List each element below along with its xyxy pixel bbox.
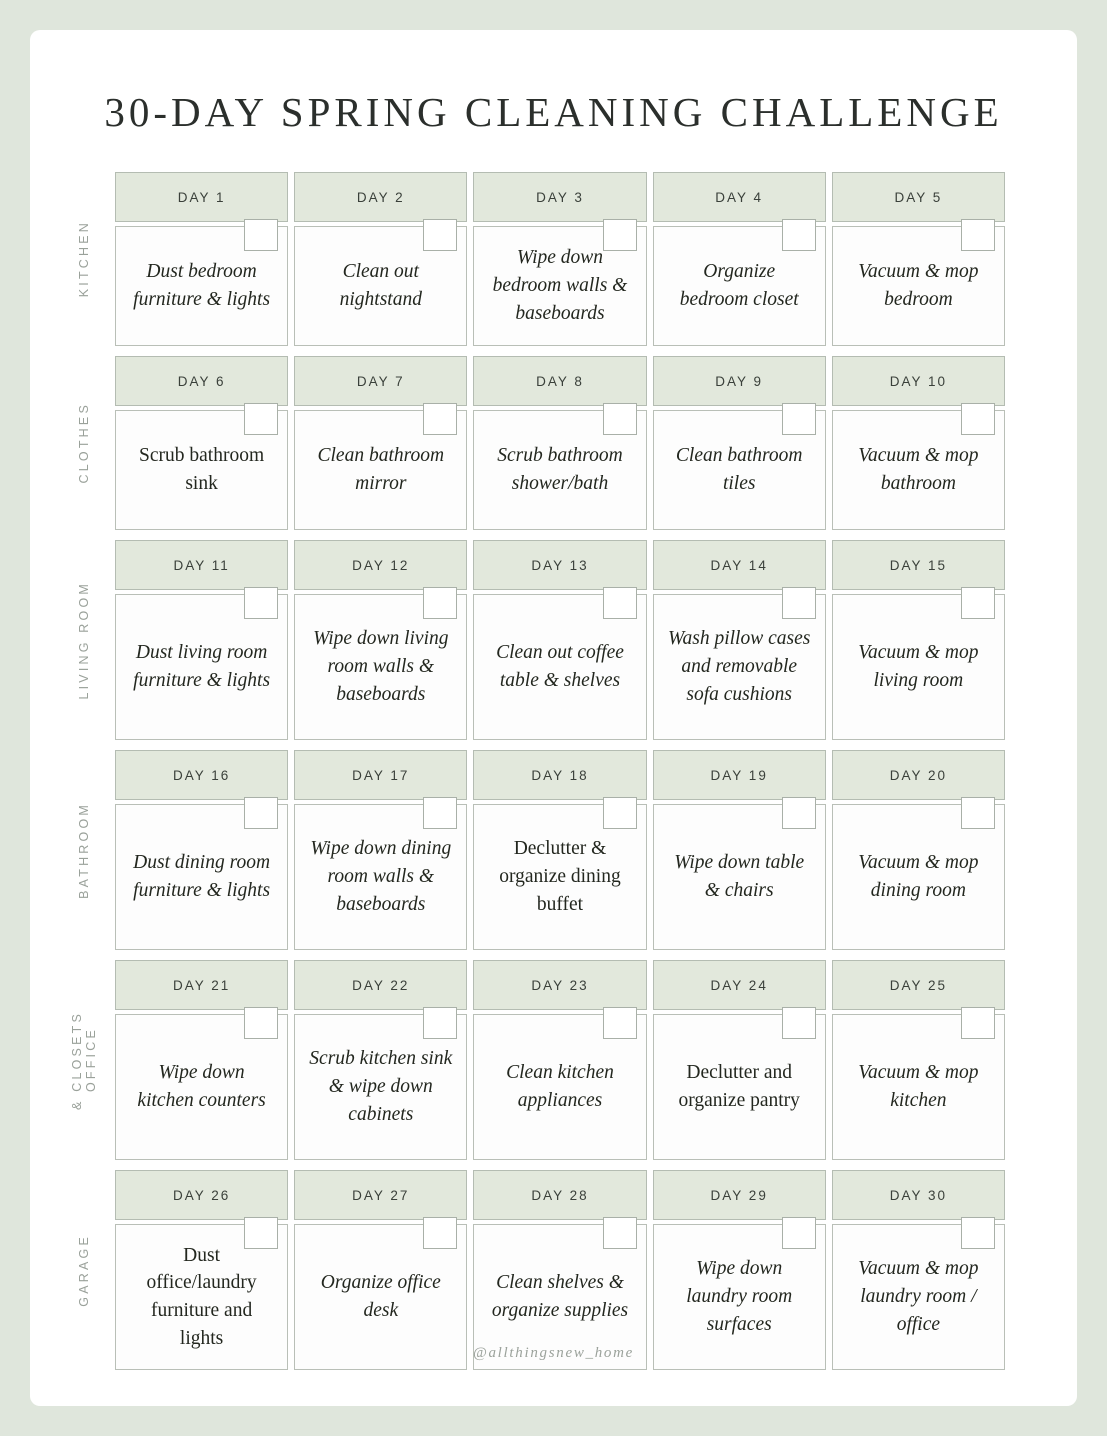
task-text: Scrub bathroom sink	[139, 445, 265, 494]
day-header-row	[115, 960, 1005, 1010]
day-header-cell: DAY 28	[473, 1170, 646, 1220]
poster-page	[30, 30, 1077, 1406]
task-cell	[115, 226, 288, 346]
task-text: Wipe down dining room walls & baseboards	[310, 838, 452, 915]
task-checkbox[interactable]	[423, 219, 457, 251]
task-cell	[473, 804, 646, 950]
task-checkbox[interactable]	[782, 797, 816, 829]
task-checkbox[interactable]	[603, 1217, 637, 1249]
task-text: Vacuum & mop dining room	[858, 852, 979, 901]
day-header-cell: DAY 13	[473, 540, 646, 590]
task-checkbox[interactable]	[244, 1217, 278, 1249]
task-text: Declutter & organize dining buffet	[499, 838, 621, 915]
task-checkbox[interactable]	[244, 1007, 278, 1039]
task-checkbox[interactable]	[244, 797, 278, 829]
day-header-cell: DAY 18	[473, 750, 646, 800]
task-checkbox[interactable]	[961, 797, 995, 829]
task-checkbox[interactable]	[423, 587, 457, 619]
day-header-cell: DAY 10	[832, 356, 1005, 406]
task-checkbox[interactable]	[782, 1007, 816, 1039]
task-cell	[653, 1014, 826, 1160]
task-checkbox[interactable]	[782, 403, 816, 435]
task-cell	[653, 226, 826, 346]
task-cell	[653, 410, 826, 530]
category-label-line: BATHROOM	[76, 801, 91, 899]
task-text: Clean bathroom mirror	[317, 445, 445, 494]
task-cell	[473, 410, 646, 530]
day-header-cell: DAY 2	[294, 172, 467, 222]
task-text: Clean out coffee table & shelves	[496, 642, 624, 691]
task-row	[115, 804, 1005, 950]
task-checkbox[interactable]	[782, 1217, 816, 1249]
task-checkbox[interactable]	[423, 797, 457, 829]
day-header-row	[115, 356, 1005, 406]
task-checkbox[interactable]	[244, 219, 278, 251]
task-cell	[832, 226, 1005, 346]
day-header-cell: DAY 23	[473, 960, 646, 1010]
day-header-cell: DAY 7	[294, 356, 467, 406]
task-text: Wipe down table & chairs	[674, 852, 805, 901]
task-cell	[473, 1014, 646, 1160]
task-checkbox[interactable]	[961, 1217, 995, 1249]
task-text: Vacuum & mop living room	[858, 642, 979, 691]
task-cell	[832, 804, 1005, 950]
task-checkbox[interactable]	[423, 1217, 457, 1249]
task-text: Clean bathroom tiles	[675, 445, 803, 494]
day-header-row	[115, 172, 1005, 222]
category-block	[76, 750, 1005, 950]
task-checkbox[interactable]	[961, 403, 995, 435]
day-header-row	[115, 1170, 1005, 1220]
category-block	[76, 356, 1005, 530]
task-text: Scrub kitchen sink & wipe down cabinets	[309, 1048, 453, 1125]
task-checkbox[interactable]	[961, 587, 995, 619]
category-label	[67, 540, 101, 740]
task-cell	[294, 594, 467, 740]
task-text: Vacuum & mop bedroom	[858, 261, 979, 310]
task-row	[115, 594, 1005, 740]
category-label	[67, 960, 101, 1160]
day-header-cell: DAY 22	[294, 960, 467, 1010]
day-header-cell: DAY 5	[832, 172, 1005, 222]
category-label-line: CLOTHES	[76, 402, 91, 484]
task-text: Wipe down bedroom walls & baseboards	[492, 247, 628, 324]
day-header-cell: DAY 15	[832, 540, 1005, 590]
task-cell	[473, 594, 646, 740]
category-label-line: KITCHEN	[76, 220, 91, 298]
day-header-cell: DAY 4	[653, 172, 826, 222]
task-text: Wipe down kitchen counters	[137, 1062, 266, 1111]
day-header-cell: DAY 14	[653, 540, 826, 590]
task-checkbox[interactable]	[603, 403, 637, 435]
task-cell	[653, 804, 826, 950]
task-cell	[115, 1014, 288, 1160]
task-checkbox[interactable]	[603, 1007, 637, 1039]
task-row	[115, 226, 1005, 346]
day-header-cell: DAY 9	[653, 356, 826, 406]
day-header-cell: DAY 24	[653, 960, 826, 1010]
day-header-cell: DAY 29	[653, 1170, 826, 1220]
task-cell	[294, 226, 467, 346]
task-text: Vacuum & mop bathroom	[858, 445, 979, 494]
day-header-cell: DAY 6	[115, 356, 288, 406]
challenge-grid	[70, 172, 1005, 1380]
task-cell	[832, 594, 1005, 740]
task-checkbox[interactable]	[423, 1007, 457, 1039]
task-cell	[294, 410, 467, 530]
task-row	[115, 410, 1005, 530]
category-label-line: GARAGE	[76, 1233, 91, 1307]
task-cell	[115, 804, 288, 950]
task-row	[115, 1014, 1005, 1160]
task-cell	[294, 1014, 467, 1160]
task-text: Clean out nightstand	[339, 261, 422, 310]
task-cell	[473, 226, 646, 346]
task-text: Wipe down living room walls & baseboards	[313, 628, 449, 705]
day-header-cell: DAY 21	[115, 960, 288, 1010]
task-checkbox[interactable]	[244, 403, 278, 435]
task-checkbox[interactable]	[244, 587, 278, 619]
day-header-cell: DAY 26	[115, 1170, 288, 1220]
category-label	[67, 356, 101, 530]
day-header-cell: DAY 17	[294, 750, 467, 800]
task-text: Wash pillow cases and removable sofa cushions	[668, 628, 811, 705]
task-text: Organize office desk	[320, 1272, 441, 1321]
category-block	[76, 172, 1005, 346]
category-label	[67, 172, 101, 346]
task-checkbox[interactable]	[423, 403, 457, 435]
task-text: Dust bedroom furniture & lights	[133, 261, 271, 310]
task-text: Clean shelves & organize supplies	[491, 1272, 629, 1321]
task-text: Declutter and organize pantry	[678, 1062, 800, 1111]
task-text: Organize bedroom closet	[679, 261, 799, 310]
category-label-line: & CLOSETS	[70, 1010, 84, 1110]
task-checkbox[interactable]	[782, 219, 816, 251]
day-header-cell: DAY 27	[294, 1170, 467, 1220]
task-checkbox[interactable]	[603, 219, 637, 251]
day-header-cell: DAY 30	[832, 1170, 1005, 1220]
day-header-cell: DAY 12	[294, 540, 467, 590]
task-checkbox[interactable]	[961, 1007, 995, 1039]
footer-handle: @allthingsnew_home	[472, 1345, 635, 1361]
task-text: Dust office/laundry furniture and lights	[146, 1244, 257, 1349]
day-header-cell: DAY 8	[473, 356, 646, 406]
category-block	[76, 1170, 1005, 1370]
task-cell	[832, 410, 1005, 530]
category-label-line: OFFICE	[83, 1027, 98, 1093]
task-text: Vacuum & mop kitchen	[858, 1062, 979, 1111]
task-checkbox[interactable]	[603, 587, 637, 619]
category-label	[67, 750, 101, 950]
day-header-row	[115, 750, 1005, 800]
day-header-cell: DAY 3	[473, 172, 646, 222]
task-cell	[653, 594, 826, 740]
day-header-cell: DAY 16	[115, 750, 288, 800]
day-header-cell: DAY 1	[115, 172, 288, 222]
category-label	[67, 1170, 101, 1370]
day-header-row	[115, 540, 1005, 590]
task-text: Dust dining room furniture & lights	[133, 852, 271, 901]
task-text: Wipe down laundry room surfaces	[686, 1258, 793, 1335]
task-checkbox[interactable]	[782, 587, 816, 619]
task-cell	[832, 1014, 1005, 1160]
task-text: Dust living room furniture & lights	[133, 642, 271, 691]
category-block	[70, 960, 1005, 1160]
task-checkbox[interactable]	[603, 797, 637, 829]
day-header-cell: DAY 11	[115, 540, 288, 590]
task-cell	[294, 804, 467, 950]
category-label-line: LIVING ROOM	[76, 580, 91, 700]
page-title: 30-DAY SPRING CLEANING CHALLENGE	[104, 89, 1003, 135]
task-text: Clean kitchen appliances	[506, 1062, 614, 1111]
task-text: Vacuum & mop laundry room / office	[858, 1258, 979, 1335]
day-header-cell: DAY 25	[832, 960, 1005, 1010]
task-text: Scrub bathroom shower/bath	[497, 445, 623, 494]
task-cell	[115, 410, 288, 530]
task-cell	[115, 594, 288, 740]
day-header-cell: DAY 19	[653, 750, 826, 800]
task-checkbox[interactable]	[961, 219, 995, 251]
category-block	[76, 540, 1005, 740]
day-header-cell: DAY 20	[832, 750, 1005, 800]
